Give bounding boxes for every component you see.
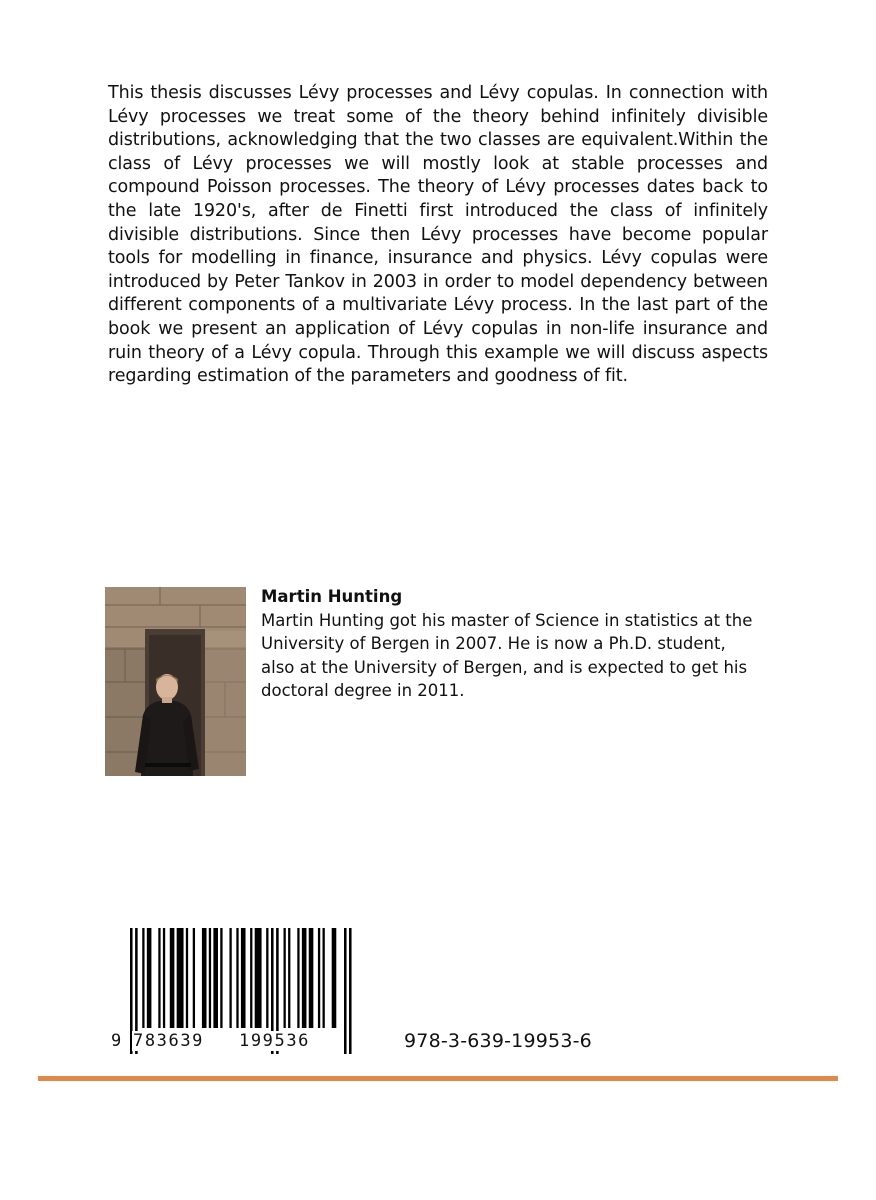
- barcode-bar: [229, 928, 231, 1028]
- barcode-bar: [255, 928, 262, 1028]
- barcode-bar: [177, 928, 184, 1028]
- barcode-bar: [158, 928, 160, 1028]
- barcode-bar: [250, 928, 252, 1028]
- barcode-bar: [332, 928, 337, 1028]
- isbn-number: 978-3-639-19953-6: [404, 1030, 592, 1052]
- barcode-bar: [202, 928, 207, 1028]
- barcode-bar: [142, 928, 144, 1028]
- barcode-bar: [163, 928, 165, 1028]
- author-name: Martin Hunting: [261, 587, 403, 606]
- barcode-bar: [147, 928, 152, 1028]
- barcode-bar: [213, 928, 218, 1028]
- orange-divider-rule: [38, 1076, 838, 1081]
- barcode-first-digit: 9: [111, 1031, 122, 1051]
- barcode-bar: [209, 928, 211, 1028]
- barcode-digits: [108, 1031, 360, 1055]
- barcode-bar: [236, 928, 238, 1028]
- barcode-bar: [297, 928, 299, 1028]
- author-info: [261, 585, 761, 703]
- abstract-text: This thesis discusses Lévy processes and Lévy copulas. In connection with Lévy processes we treat some of the theory behind infinitely divisible distributions, acknowledging that the two classes are equivalent.Within the class of Lévy processes we will mostly look at stable processes and compound Poisson processes. The theory of Lévy processes dates back to the late 1920's, after de Finetti first introduced the class of infinitely divisible distributions. Since then Lévy processes have become popular tools for modelling in finance, insurance and physics. Lévy copulas were introduced by Peter Tankov in 2003 in order to model dependency between different components of a multivariate Lévy process. In the last part of the book we present an application of Lévy copulas in non-life insurance and ruin theory of a Lévy copula. Through this example we will discuss aspects regarding estimation of the parameters and goodness of fit.: [108, 83, 768, 387]
- barcode-bar: [284, 928, 286, 1028]
- author-bio: Martin Hunting got his master of Science in statistics at the University of Bergen in 2007. He is now a Ph.D. student, also at the University of Bergen, and is expected to get his doctoral degree in 2011.: [261, 610, 753, 701]
- barcode-bar: [266, 928, 268, 1028]
- barcode-bar: [302, 928, 307, 1028]
- barcode-right-group: 199536: [239, 1031, 311, 1051]
- barcode-bar: [241, 928, 246, 1028]
- barcode-bar: [170, 928, 175, 1028]
- barcode-bar: [193, 928, 195, 1028]
- barcode-bar: [186, 928, 188, 1028]
- barcode-bar: [318, 928, 320, 1028]
- barcode-bar: [323, 928, 325, 1028]
- barcode-bar: [288, 928, 290, 1028]
- barcode-left-group: 783639: [133, 1031, 205, 1051]
- author-photo: [105, 587, 246, 776]
- barcode-bar: [220, 928, 222, 1028]
- barcode-bar: [309, 928, 314, 1028]
